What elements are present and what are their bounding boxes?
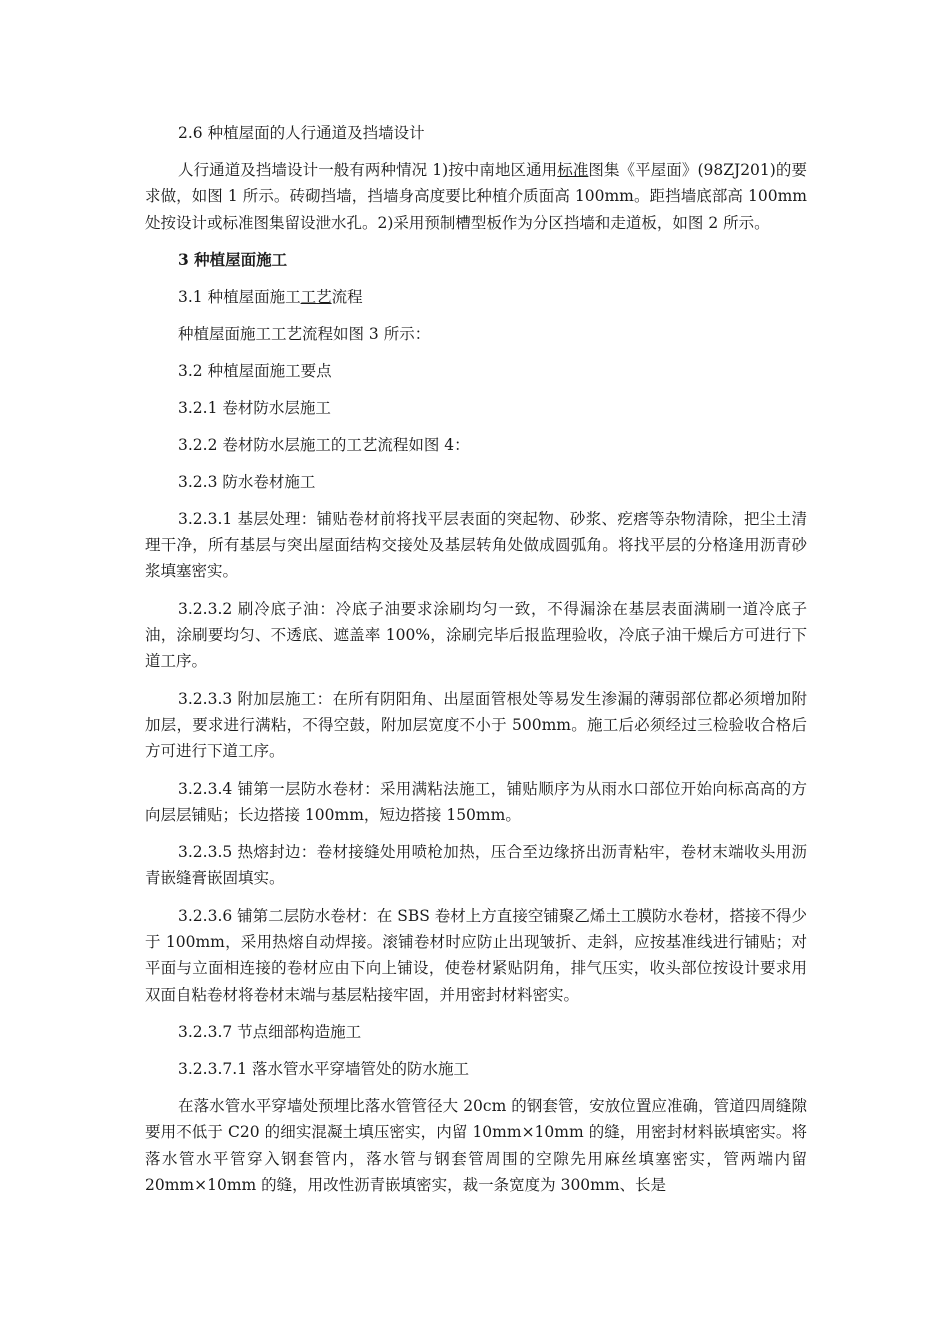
section-heading-3-2-3: 3.2.3 防水卷材施工	[178, 472, 316, 491]
paragraph-3-2-3-7-1: 在落水管水平穿墙处预埋比落水管管径大 20cm 的钢套管，安放位置应准确，管道四周缝隙要用不低于 C20 的细实混凝土填压密实，内留 10mm×10mm 的缝，用密封材料嵌填密实。将落水管水平管穿入钢套管内，落水管与钢套管周围的空隙先用麻丝填塞密实，管两端内留 20mm×10mm 的缝，用改性沥青嵌填密实，裁一条宽度为 300mm、长是	[145, 1096, 807, 1194]
section-heading-3-2-3-7: 3.2.3.7 节点细部构造施工	[178, 1022, 362, 1041]
section-heading-3-2-2: 3.2.2 卷材防水层施工的工艺流程如图 4：	[178, 435, 470, 454]
paragraph-3-2-3-1: 3.2.3.1 基层处理：铺贴卷材前将找平层表面的突起物、砂浆、疙瘩等杂物清除，把尘土清理干净，所有基层与突出屋面结构交接处及基层转角处做成圆弧角。将找平层的分格逢用沥青砂浆填塞密实。	[145, 509, 807, 581]
underlined-term: 工艺	[300, 287, 332, 306]
underlined-term: 标准	[557, 161, 589, 179]
document-body	[145, 120, 807, 1209]
paragraph-3-2-3-2: 3.2.3.2 刷冷底子油：冷底子油要求涂刷均匀一致，不得漏涂在基层表面满刷一道冷底子油，涂刷要均匀、不透底、遮盖率 100%，涂刷完毕后报监理验收，冷底子油干燥后方可进行下道工序。	[145, 599, 807, 671]
heading-text: 流程	[331, 287, 363, 306]
paragraph-3-2-3-5: 3.2.3.5 热熔封边：卷材接缝处用喷枪加热，压合至边缘挤出沥青粘牢，卷材末端收头用沥青嵌缝膏嵌固填实。	[145, 843, 807, 888]
section-heading-3-2: 3.2 种植屋面施工要点	[178, 361, 332, 380]
section-heading-3-2-1: 3.2.1 卷材防水层施工	[178, 398, 331, 417]
paragraph-2-6	[145, 157, 807, 236]
paragraph-3-1: 种植屋面施工工艺流程如图 3 所示：	[178, 324, 431, 343]
paragraph-text: 人行通道及挡墙设计一般有两种情况 1)按中南地区通用	[178, 161, 558, 179]
paragraph-3-2-3-4: 3.2.3.4 铺第一层防水卷材：采用满粘法施工，铺贴顺序为从雨水口部位开始向标高高的方向层层铺贴；长边搭接 100mm，短边搭接 150mm。	[145, 779, 807, 824]
section-heading-3-1	[145, 284, 807, 310]
paragraph-text: 图集《平屋面》(98ZJ201)的要求做，如图 1 所示。砖砌挡墙，挡墙身高度要比种植介质面高 100mm。距挡墙底部高 100mm 处按设计或标准图集留设泄水孔。2)采用预制槽型板作为分区挡墙和走道板，如图 2 所示。	[145, 161, 807, 232]
section-heading-2-6: 2.6 种植屋面的人行通道及挡墙设计	[178, 124, 425, 142]
paragraph-3-2-3-6: 3.2.3.6 铺第二层防水卷材：在 SBS 卷材上方直接空铺聚乙烯土工膜防水卷材，搭接不得少于 100mm，采用热熔自动焊接。滚铺卷材时应防止出现皱折、走斜，应按基准线进行铺贴；对平面与立面相连接的卷材应由下向上铺设，使卷材紧贴阴角，排气压实，收头部位按设计要求用双面自粘卷材将卷材末端与基层粘接牢固，并用密封材料密实。	[145, 906, 807, 1004]
paragraph-3-2-3-3: 3.2.3.3 附加层施工：在所有阴阳角、出屋面管根处等易发生渗漏的薄弱部位都必须增加附加层，要求进行满粘，不得空鼓，附加层宽度不小于 500mm。施工后必须经过三检验收合格后方可进行下道工序。	[145, 689, 807, 761]
section-heading-3-2-3-7-1: 3.2.3.7.1 落水管水平穿墙管处的防水施工	[178, 1059, 469, 1078]
heading-text: 3.1 种植屋面施工	[178, 287, 301, 306]
section-heading-3: 3 种植屋面施工	[178, 249, 288, 269]
